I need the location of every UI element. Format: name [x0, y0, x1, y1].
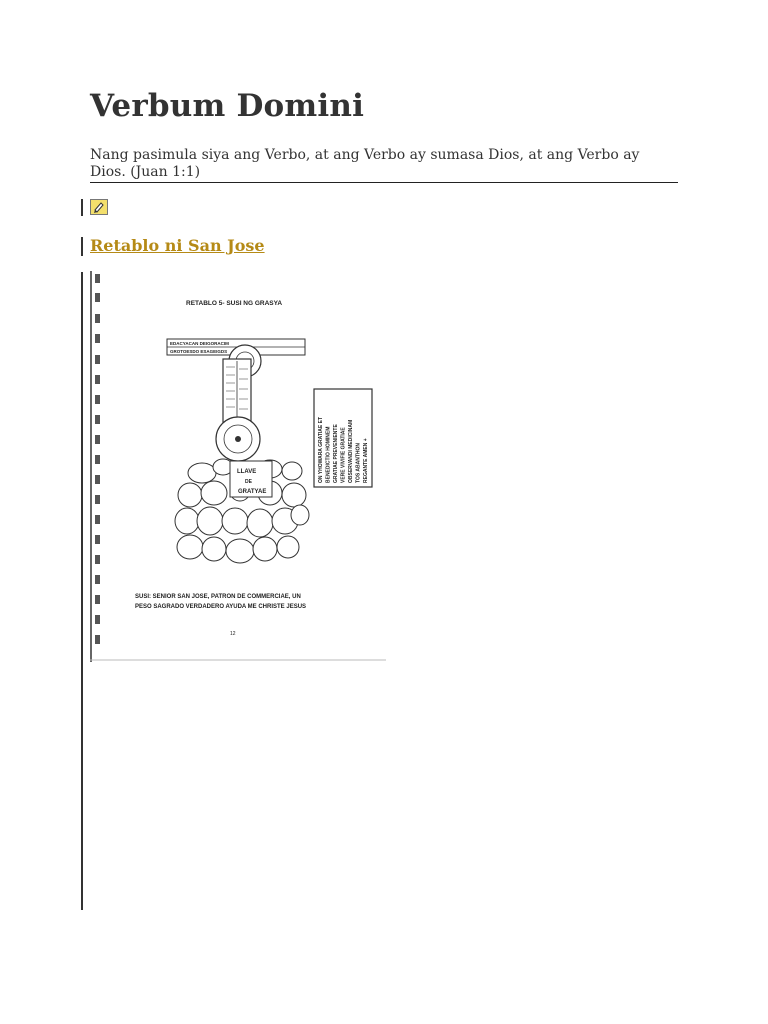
retablo-image [90, 271, 386, 662]
key-label-2: DE [245, 479, 252, 485]
inscription-line: GRATIAE PREVENIENTE [333, 424, 339, 483]
post-body-divider [81, 272, 83, 910]
caption-line-1: SUSI: SENIOR SAN JOSE, PATRON DE COMMERCIAE, UN [135, 594, 301, 600]
post-title-link[interactable]: Retablo ni San Jose [90, 236, 265, 255]
inscription-line: OBSERVANDI MEDICINAM [348, 419, 354, 483]
binder-holes [95, 274, 100, 644]
key-label-1: LLAVE [237, 469, 257, 475]
page-title: Verbum Domini [90, 88, 365, 124]
key-label-3: GRATYAE [238, 489, 267, 495]
edit-icon[interactable] [90, 199, 108, 215]
inscription-line: REGANTE AMEN + [363, 438, 369, 483]
band-bottom-text: GROTOESDO ESAGEIGDS [170, 349, 228, 354]
inscription-line: ON YHOWARA GRATIAE ET [318, 416, 324, 483]
band-top-text: EDACYACAN DEIGORACIM [170, 341, 229, 346]
retablo-heading: RETABLO 5- SUSI NG GRASYA [186, 300, 283, 307]
inscription-line: BENEDICTIO HOMINEM [325, 426, 332, 483]
caption-line-2: PESO SAGRADO VERDADERO AYUDA ME CHRISTE JESUS [135, 604, 307, 610]
blog-description: Nang pasimula siya ang Verbo, at ang Verbo ay sumasa Dios, at ang Verbo ay Dios. (Juan 1:1) [90, 147, 678, 183]
inscription-line: TOS ABANTHON [355, 443, 362, 483]
inscription-line: VERE VIVIFIE GRATIAE [340, 427, 347, 483]
post-divider [81, 237, 83, 256]
widget-divider [81, 199, 83, 216]
page-number: 12 [230, 631, 236, 637]
